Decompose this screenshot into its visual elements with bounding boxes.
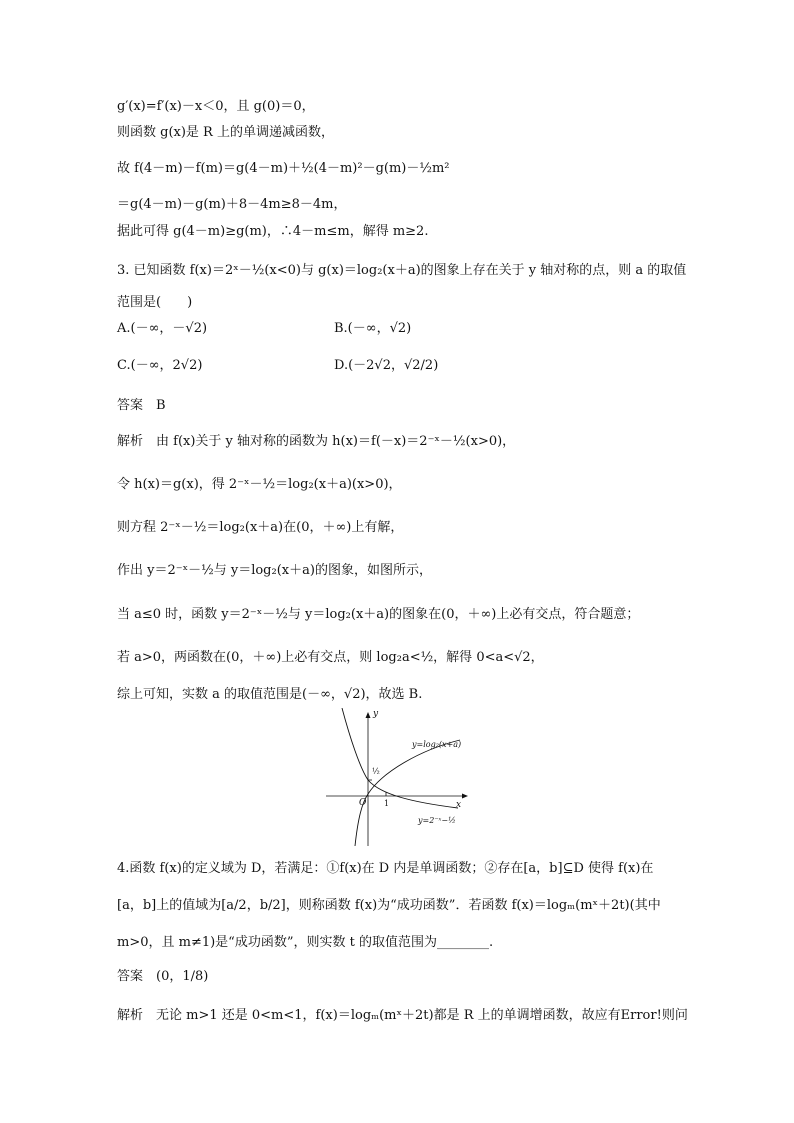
x-axis-label: x	[456, 800, 462, 810]
tick-half-label: ½	[372, 767, 380, 776]
option-c: C.(－∞，2√2)	[117, 358, 203, 373]
question-4-stem-cont: [a，b]上的值域为[a/2，b/2]，则称函数 f(x)为“成功函数”．若函数 f(x)＝logₘ(mˣ＋2t)(其中	[117, 898, 661, 913]
analysis-4-line-1: 解析 无论 m>1 还是 0<m<1，f(x)＝logₘ(mˣ＋2t)都是 R 上的单调增函数，故应有Error!则问	[117, 1008, 688, 1023]
solution-line-5: 据此可得 g(4－m)≥g(m)，∴4－m≤m，解得 m≥2.	[117, 224, 429, 239]
y-axis-arrow	[366, 712, 371, 718]
solution-line-1: g′(x)=f′(x)－x＜0，且 g(0)＝0，	[117, 99, 315, 114]
option-d: D.(－2√2，√2/2)	[334, 358, 439, 373]
log-curve	[355, 740, 460, 846]
solution-line-2: 则函数 g(x)是 R 上的单调递减函数，	[117, 125, 334, 140]
x-axis-arrow	[462, 794, 468, 799]
log-curve-label: y=log₂(x+a)	[412, 740, 462, 749]
answer-4: 答案 (0，1/8)	[117, 969, 209, 984]
exp-curve	[342, 708, 458, 808]
option-a: A.(－∞，－√2)	[117, 321, 208, 336]
answer-3: 答案 B	[117, 398, 166, 413]
solution-line-3: 故 f(4－m)－f(m)＝g(4－m)＋½(4－m)²－g(m)－½m²	[117, 161, 450, 176]
analysis-line-6: 若 a>0，两函数在(0，＋∞)上必有交点，则 log₂a<½，解得 0<a<√2，	[117, 650, 544, 665]
analysis-line-1: 解析 由 f(x)关于 y 轴对称的函数为 h(x)＝f(－x)＝2⁻ˣ－½(x>0)，	[117, 434, 516, 449]
question-4-stem-end: m>0，且 m≠1)是“成功函数”，则实数 t 的取值范围为________.	[117, 935, 494, 950]
tick-one-label: 1	[384, 799, 390, 808]
question-4-stem: 4.函数 f(x)的定义域为 D，若满足：①f(x)在 D 内是单调函数；②存在[a，b]⊆D 使得 f(x)在	[117, 861, 654, 876]
question-3-stem: 3. 已知函数 f(x)＝2ˣ－½(x<0)与 g(x)＝log₂(x＋a)的图象上存在关于 y 轴对称的点，则 a 的取值	[117, 263, 687, 278]
analysis-line-5: 当 a≤0 时，函数 y＝2⁻ˣ－½与 y＝log₂(x＋a)的图象在(0，＋∞)上必有交点，符合题意；	[117, 607, 640, 622]
solution-line-4: ＝g(4－m)－g(m)＋8－4m≥8－4m，	[117, 197, 347, 212]
exp-curve-label: y=2⁻ˣ−½	[418, 816, 456, 825]
analysis-line-4: 作出 y＝2⁻ˣ－½与 y＝log₂(x＋a)的图象，如图所示，	[117, 563, 432, 578]
analysis-line-3: 则方程 2⁻ˣ－½＝log₂(x＋a)在(0，＋∞)上有解，	[117, 520, 404, 535]
question-3-stem-cont: 范围是( )	[117, 295, 193, 310]
option-b: B.(－∞，√2)	[334, 321, 412, 336]
function-graph-figure	[320, 708, 480, 848]
origin-label: O	[359, 798, 367, 808]
y-axis-label: y	[373, 709, 379, 719]
analysis-line-2: 令 h(x)＝g(x)，得 2⁻ˣ－½＝log₂(x＋a)(x>0)，	[117, 477, 402, 492]
analysis-line-7: 综上可知，实数 a 的取值范围是(－∞，√2)，故选 B.	[117, 687, 423, 702]
